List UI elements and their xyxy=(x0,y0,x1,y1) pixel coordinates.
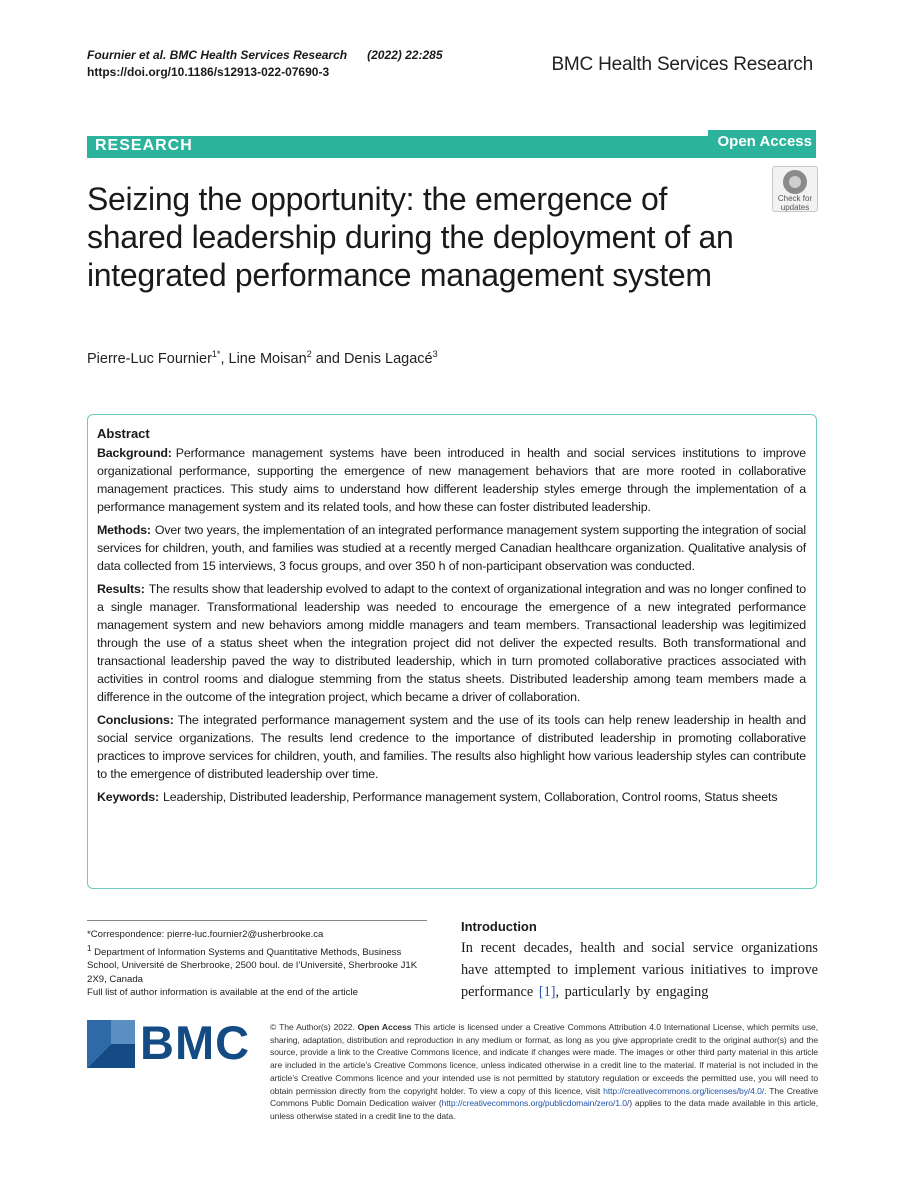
license-copyright: © The Author(s) 2022. xyxy=(270,1022,358,1032)
abstract-label: Background: xyxy=(97,446,172,460)
section-label: RESEARCH xyxy=(95,137,193,154)
check-updates-line1: Check for xyxy=(777,194,813,203)
author-name[interactable]: Line Moisan xyxy=(228,350,307,367)
bmc-logo-text: BMC xyxy=(140,1016,251,1069)
abstract-label: Methods: xyxy=(97,523,151,537)
author-affiliation: 2 xyxy=(306,349,312,359)
license-link[interactable]: http://creativecommons.org/licenses/by/4.0/ xyxy=(603,1085,765,1096)
author-name[interactable]: Pierre-Luc Fournier xyxy=(87,350,212,367)
author-separator: , xyxy=(220,350,229,367)
license-body-3: ) applies to the data made available in this article, unless otherwise stated in a credit line to the data. xyxy=(270,1098,818,1121)
abstract-keywords xyxy=(97,788,806,806)
check-updates-line2: updates xyxy=(780,203,810,212)
author-affiliation: 1* xyxy=(211,349,221,359)
doi-link[interactable]: https://doi.org/10.1186/s12913-022-07690-3 xyxy=(87,65,330,79)
license-body-2: . The Creative Commons Public Domain Dedication waiver ( xyxy=(270,1085,818,1109)
open-access-badge: Open Access xyxy=(708,130,817,153)
author-list xyxy=(87,349,438,367)
abstract-methods xyxy=(97,521,806,575)
license-text xyxy=(270,1021,818,1123)
citation: Fournier et al. BMC Health Services Research (2022) 22:285 xyxy=(87,48,443,62)
correspondence[interactable]: *Correspondence: pierre-luc.fournier2@usherbrooke.ca xyxy=(87,929,324,940)
license-body: This article is licensed under a Creative Commons Attribution 4.0 International License, which permits use, sharing, adaptation, distribution and reproduction in any medium or format, as long as you give appropriate credit to the original author(s) and the source, provide a link to the Creative Commons licence, and indicate if changes were made. The images or other third party material in this article are included in the article’s Creative Commons licence, unless indicated otherwise in a credit line to the material. If material is not included in the article’s Creative Commons licence and your intended use is not permitted by statutory regulation or exceeds the permitted use, you will need to obtain permission directly from the copyright holder. To view a copy of this licence, visit xyxy=(270,1022,818,1096)
bmc-logo xyxy=(87,1018,251,1070)
abstract-text: Leadership, Distributed leadership, Performance management system, Collaboration, Control rooms, Status sheets xyxy=(163,790,778,804)
abstract-box xyxy=(87,414,817,889)
footnote-divider xyxy=(87,920,427,921)
article-title: Seizing the opportunity: the emergence of shared leadership during the deployment of an integrated performance management system xyxy=(87,181,734,293)
author-affiliation: 3 xyxy=(432,349,438,359)
abstract-label: Results: xyxy=(97,582,145,596)
abstract-label: Keywords: xyxy=(97,790,159,804)
affiliation-text: Department of Information Systems and Quantitative Methods, Business School, Université de Sherbrooke, 2500 boul. de l’Université, Sherbrooke J1K 2X9, Canada xyxy=(87,946,418,985)
citation-link[interactable]: [1] xyxy=(538,984,556,1000)
abstract-conclusions xyxy=(97,711,806,783)
check-for-updates-icon xyxy=(783,170,807,194)
check-for-updates-button[interactable] xyxy=(772,166,818,212)
bmc-logo-icon xyxy=(87,1020,135,1068)
intro-text-end: , particularly by engaging xyxy=(555,984,709,1000)
abstract-text: The integrated performance management system and the use of its tools can help renew leadership in health and social service organizations. The results lend credence to the importance of distributed leadership in promoting collaborative practices to improve services for children, youth, and families. The results also highlight how various leadership styles can contribute to the emergence of distributed leadership over time. xyxy=(97,713,806,781)
abstract-text: Over two years, the implementation of an integrated performance management system supporting the integration of social services for children, youth, and families was studied at a recently merged Canadian healthcare organization. Qualitative analysis of data collected from 15 interviews, 3 focus groups, and over 350 h of non-participant observation was conducted. xyxy=(97,523,806,573)
abstract-background xyxy=(97,444,806,516)
license-open-access: Open Access xyxy=(357,1022,412,1032)
running-header xyxy=(87,47,443,81)
author-info-note: Full list of author information is available at the end of the article xyxy=(87,987,358,999)
section-banner xyxy=(87,133,816,158)
affiliation-number: 1 xyxy=(87,943,92,953)
intro-text-start: In recent decades, health and social service organizations have attempted to implement various initiatives to improve performance xyxy=(461,940,818,1000)
journal-name: BMC Health Services Research xyxy=(551,54,813,75)
affiliation xyxy=(87,942,427,987)
abstract-text: Performance management systems have been introduced in health and social services institutions to improve organizational performance, supporting the emergence of new management behaviors that are more rooted in collaborative management practices. This study aims to understand how different leadership styles emerge through the implementation of a performance management system and its related tools, and how these can foster distributed leadership. xyxy=(97,446,806,514)
abstract-results xyxy=(97,580,806,706)
abstract-text: The results show that leadership evolved to adapt to the context of organizational integration and was no longer confined to a single manager. Transformational leadership was needed to encourage the emergence of a new integrated performance management system and new behaviors among middle managers and team members. Transactional leadership was legitimized through the use of a status sheet when the integration project did not deliver the expected results. Both transformational and transactional leadership paved the way to distributed leadership, which in turn promoted collaborative practices associated with activities in control rooms and dialogue stemming from the status sheets. Distributed leadership among team members made a difference in the outcome of the integration project, which became a driver of collaboration. xyxy=(97,582,806,704)
author-separator: and xyxy=(311,350,344,367)
abstract-label: Conclusions: xyxy=(97,713,174,727)
introduction-heading: Introduction xyxy=(461,919,537,934)
introduction-text xyxy=(461,937,818,1003)
public-domain-link[interactable]: http://creativecommons.org/publicdomain/zero/1.0/ xyxy=(441,1098,630,1109)
footnotes xyxy=(87,928,427,1000)
author-name[interactable]: Denis Lagacé xyxy=(343,350,433,367)
abstract-heading: Abstract xyxy=(97,426,150,441)
